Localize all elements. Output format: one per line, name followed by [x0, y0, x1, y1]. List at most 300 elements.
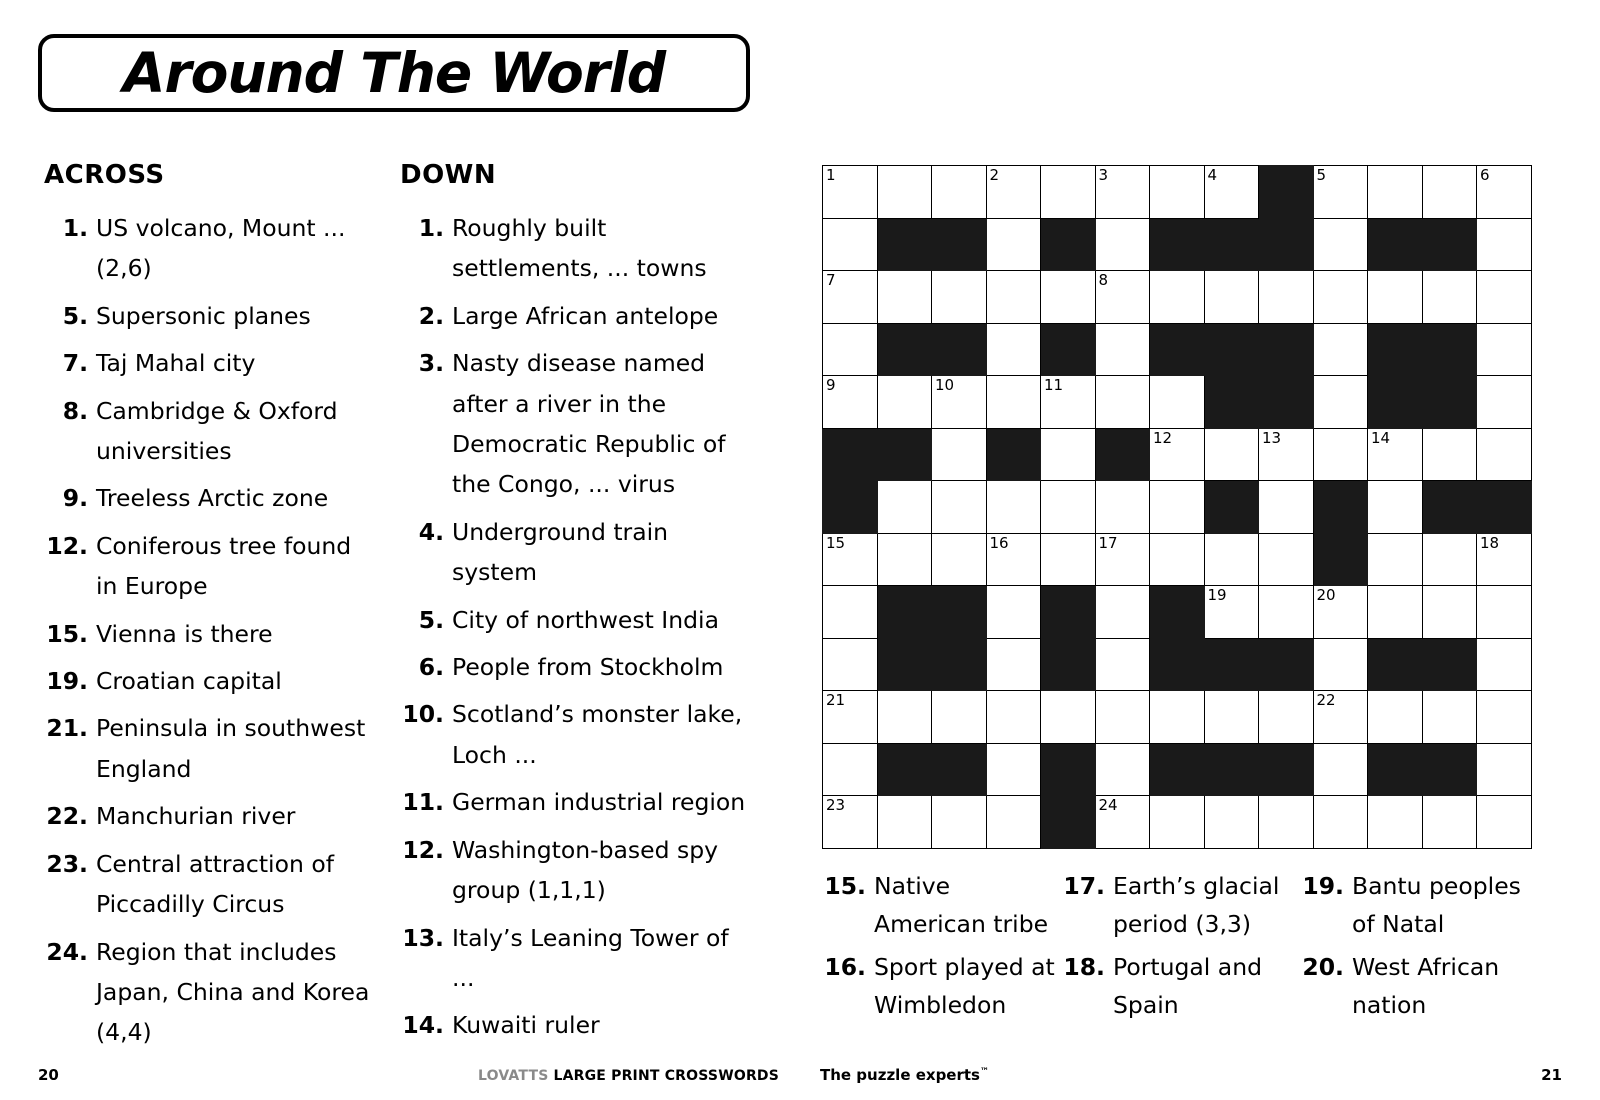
grid-cell[interactable]: [1041, 376, 1096, 429]
across-clues-column: [44, 160, 374, 1060]
grid-cell[interactable]: [1477, 638, 1532, 691]
down-continued-column: [1061, 868, 1300, 1030]
clue-text: Italy’s Leaning Tower of ...: [452, 923, 729, 992]
grid-block-cell: [1259, 166, 1314, 219]
grid-block-cell: [1259, 743, 1314, 796]
grid-cell[interactable]: [1204, 533, 1259, 586]
clue-number: 5.: [418, 605, 444, 634]
grid-block-cell: [1150, 743, 1205, 796]
grid-cell[interactable]: [1477, 166, 1532, 219]
clue-text: Earth’s glacial period (3,3): [1113, 872, 1280, 938]
down-heading: DOWN: [400, 160, 497, 190]
grid-cell[interactable]: [1150, 796, 1205, 849]
grid-cell[interactable]: [1422, 166, 1477, 219]
page-number-left: 20: [38, 1066, 59, 1084]
grid-cell[interactable]: [1477, 796, 1532, 849]
grid-cell[interactable]: [1368, 166, 1423, 219]
grid-block-cell: [1259, 638, 1314, 691]
clue-text: Central attraction of Piccadilly Circus: [96, 849, 334, 919]
clue-item: [822, 949, 1061, 1024]
clue-number: 23.: [46, 849, 88, 878]
clue-item: [44, 614, 374, 654]
clue-item: [44, 796, 374, 836]
grid-cell[interactable]: [1368, 691, 1423, 744]
clue-number: 4.: [418, 517, 444, 546]
grid-block-cell: [1422, 481, 1477, 534]
grid-cell[interactable]: [1313, 691, 1368, 744]
grid-cell[interactable]: [1313, 796, 1368, 849]
grid-cell-number: 22: [1316, 691, 1336, 709]
clue-item: [400, 694, 750, 775]
grid-block-cell: [932, 323, 987, 376]
grid-cell[interactable]: [1095, 743, 1150, 796]
grid-cell-number: 13: [1262, 428, 1282, 447]
clue-number: 16.: [824, 953, 866, 982]
grid-block-cell: [932, 743, 987, 796]
clue-text: People from Stockholm: [452, 653, 724, 682]
grid-cell[interactable]: [1204, 796, 1259, 849]
clue-number: 21.: [46, 714, 88, 743]
grid-cell[interactable]: [823, 586, 878, 639]
grid-cell[interactable]: [823, 323, 878, 376]
clue-text: Native American tribe: [874, 872, 1049, 938]
grid-block-cell: [1259, 323, 1314, 376]
grid-block-cell: [1368, 218, 1423, 271]
clue-text: Vienna is there: [96, 619, 273, 648]
down-clues-column: [400, 160, 750, 1053]
clue-number: 14.: [402, 1011, 444, 1040]
grid-cell-number: 24: [1098, 796, 1118, 814]
grid-cell[interactable]: [1422, 691, 1477, 744]
grid-cell[interactable]: [1313, 428, 1368, 481]
clue-text: City of northwest India: [452, 605, 719, 634]
grid-cell[interactable]: [823, 796, 878, 849]
grid-cell[interactable]: [1041, 533, 1096, 586]
grid-row: [823, 586, 1532, 639]
grid-cell-number: 14: [1371, 428, 1391, 447]
grid-block-cell: [932, 586, 987, 639]
grid-block-cell: [1041, 323, 1096, 376]
clue-item: [44, 478, 374, 518]
grid-cell[interactable]: [1313, 586, 1368, 639]
clue-text: West African nation: [1352, 953, 1500, 1019]
down-continued-list: [1061, 868, 1300, 1024]
clue-item: [400, 296, 750, 336]
grid-cell[interactable]: [823, 376, 878, 429]
clue-text: Coniferous tree found in Europe: [96, 531, 352, 601]
grid-cell[interactable]: [1041, 691, 1096, 744]
crossword-grid-table[interactable]: [822, 165, 1532, 849]
clue-item: [1300, 868, 1539, 943]
grid-cell[interactable]: [986, 323, 1041, 376]
down-continued-list: [822, 868, 1061, 1024]
grid-cell[interactable]: [877, 481, 932, 534]
clue-text: Peninsula in southwest England: [96, 714, 366, 783]
grid-cell[interactable]: [1368, 796, 1423, 849]
grid-cell[interactable]: [932, 533, 987, 586]
grid-cell[interactable]: [1477, 218, 1532, 271]
grid-cell[interactable]: [1095, 166, 1150, 219]
grid-cell[interactable]: [1095, 218, 1150, 271]
grid-cell[interactable]: [1477, 271, 1532, 324]
grid-block-cell: [1150, 323, 1205, 376]
grid-cell[interactable]: [877, 166, 932, 219]
grid-cell[interactable]: [986, 586, 1041, 639]
clue-item: [400, 647, 750, 687]
grid-block-cell: [877, 638, 932, 691]
clue-item: [44, 932, 374, 1053]
clue-text: Cambridge & Oxford universities: [96, 396, 338, 466]
clue-number: 12.: [46, 531, 88, 560]
grid-cell-number: 2: [989, 166, 1000, 184]
brand-series: LARGE PRINT CROSSWORDS: [553, 1068, 780, 1084]
clue-number: 12.: [402, 835, 444, 864]
grid-cell[interactable]: [823, 743, 878, 796]
grid-cell[interactable]: [1095, 638, 1150, 691]
clue-number: 11.: [402, 788, 444, 817]
grid-cell[interactable]: [877, 533, 932, 586]
clue-item: [44, 391, 374, 472]
grid-cell[interactable]: [823, 691, 878, 744]
grid-cell-number: 9: [826, 376, 836, 394]
down-clues-continued: [822, 868, 1540, 1030]
clue-item: [400, 208, 750, 289]
grid-row: [823, 796, 1532, 849]
grid-cell[interactable]: [932, 376, 987, 429]
grid-cell[interactable]: [1368, 428, 1423, 481]
grid-cell-number: 20: [1316, 586, 1336, 604]
grid-cell[interactable]: [877, 796, 932, 849]
clue-number: 9.: [62, 484, 88, 513]
clue-text: Large African antelope: [452, 301, 719, 330]
clue-number: 1.: [62, 214, 88, 242]
grid-cell[interactable]: [1259, 428, 1314, 481]
down-continued-list: [1300, 868, 1539, 1024]
clue-item: [44, 208, 374, 289]
clue-item: [400, 343, 750, 505]
grid-cell[interactable]: [1477, 533, 1532, 586]
clue-number: 1.: [418, 214, 444, 242]
grid-block-cell: [823, 481, 878, 534]
grid-row: [823, 691, 1532, 744]
grid-block-cell: [1041, 218, 1096, 271]
crossword-grid[interactable]: [822, 165, 1532, 849]
grid-block-cell: [1204, 743, 1259, 796]
grid-cell-number: 17: [1098, 533, 1118, 552]
grid-cell-number: 19: [1207, 586, 1227, 604]
grid-row: [823, 271, 1532, 324]
grid-cell[interactable]: [1313, 743, 1368, 796]
grid-cell[interactable]: [986, 376, 1041, 429]
grid-cell[interactable]: [1095, 586, 1150, 639]
grid-block-cell: [1150, 218, 1205, 271]
grid-block-cell: [932, 638, 987, 691]
grid-cell-number: 11: [1044, 376, 1064, 394]
grid-cell[interactable]: [1422, 586, 1477, 639]
clue-number: 15.: [824, 872, 866, 900]
clue-item: [1300, 949, 1539, 1024]
page-footer: [0, 1064, 1600, 1084]
grid-cell[interactable]: [1477, 743, 1532, 796]
grid-cell[interactable]: [1313, 166, 1368, 219]
grid-block-cell: [877, 428, 932, 481]
grid-block-cell: [1041, 586, 1096, 639]
grid-cell[interactable]: [986, 533, 1041, 586]
clue-number: 22.: [46, 802, 88, 831]
grid-cell[interactable]: [986, 638, 1041, 691]
grid-cell[interactable]: [1150, 481, 1205, 534]
grid-cell[interactable]: [1041, 481, 1096, 534]
clue-number: 18.: [1063, 953, 1105, 982]
clue-item: [44, 844, 374, 925]
grid-cell[interactable]: [1477, 691, 1532, 744]
grid-row: [823, 166, 1532, 219]
grid-cell-number: 8: [1098, 271, 1109, 289]
grid-cell[interactable]: [1259, 481, 1314, 534]
grid-block-cell: [1422, 638, 1477, 691]
grid-cell[interactable]: [1422, 271, 1477, 324]
grid-cell[interactable]: [986, 271, 1041, 324]
grid-cell[interactable]: [1204, 428, 1259, 481]
brand-name: LOVATTS: [478, 1068, 549, 1084]
grid-block-cell: [1477, 481, 1532, 534]
grid-block-cell: [1204, 218, 1259, 271]
grid-cell[interactable]: [877, 376, 932, 429]
grid-cell[interactable]: [1477, 376, 1532, 429]
clue-number: 2.: [418, 301, 444, 330]
grid-cell[interactable]: [1204, 586, 1259, 639]
grid-cell[interactable]: [1368, 586, 1423, 639]
grid-block-cell: [877, 323, 932, 376]
grid-cell[interactable]: [1313, 218, 1368, 271]
grid-cell[interactable]: [1422, 428, 1477, 481]
grid-block-cell: [1368, 743, 1423, 796]
grid-cell-number: 5: [1316, 166, 1327, 184]
grid-cell[interactable]: [823, 271, 878, 324]
grid-block-cell: [1259, 376, 1314, 429]
grid-cell-number: 7: [826, 271, 836, 289]
grid-cell[interactable]: [1150, 271, 1205, 324]
grid-cell-number: 3: [1098, 166, 1109, 184]
grid-cell[interactable]: [823, 218, 878, 271]
grid-cell[interactable]: [1095, 796, 1150, 849]
down-continued-column: [1300, 868, 1539, 1030]
clue-text: Kuwaiti ruler: [452, 1011, 600, 1040]
grid-cell[interactable]: [1150, 691, 1205, 744]
grid-row: [823, 481, 1532, 534]
grid-block-cell: [1368, 376, 1423, 429]
grid-cell[interactable]: [823, 533, 878, 586]
clue-number: 20.: [1302, 953, 1344, 982]
grid-cell[interactable]: [1150, 376, 1205, 429]
clue-number: 19.: [1302, 872, 1344, 900]
grid-cell[interactable]: [1041, 428, 1096, 481]
grid-cell[interactable]: [986, 743, 1041, 796]
grid-cell[interactable]: [1477, 586, 1532, 639]
grid-block-cell: [1204, 481, 1259, 534]
grid-cell[interactable]: [1095, 481, 1150, 534]
grid-cell[interactable]: [932, 796, 987, 849]
grid-cell[interactable]: [932, 691, 987, 744]
grid-cell-number: 15: [826, 533, 846, 552]
grid-cell-number: 16: [989, 533, 1009, 552]
clue-item: [44, 708, 374, 789]
grid-cell[interactable]: [1095, 323, 1150, 376]
grid-block-cell: [877, 586, 932, 639]
grid-cell[interactable]: [1095, 271, 1150, 324]
clue-text: Sport played at Wimbledon: [874, 953, 1055, 1019]
grid-block-cell: [1095, 428, 1150, 481]
clue-item: [1061, 949, 1300, 1024]
grid-block-cell: [1204, 323, 1259, 376]
grid-block-cell: [1422, 323, 1477, 376]
grid-cell[interactable]: [932, 271, 987, 324]
clue-item: [822, 868, 1061, 943]
grid-block-cell: [1041, 796, 1096, 849]
clue-number: 17.: [1063, 872, 1105, 900]
grid-cell[interactable]: [1041, 166, 1096, 219]
grid-cell[interactable]: [1477, 428, 1532, 481]
clue-item: [400, 782, 750, 822]
clue-number: 6.: [418, 653, 444, 682]
grid-block-cell: [1422, 743, 1477, 796]
grid-block-cell: [932, 218, 987, 271]
grid-cell[interactable]: [1095, 691, 1150, 744]
grid-cell-number: 6: [1480, 166, 1490, 184]
clue-item: [1061, 868, 1300, 943]
grid-cell[interactable]: [1259, 271, 1314, 324]
grid-cell[interactable]: [1313, 271, 1368, 324]
clue-item: [400, 512, 750, 593]
clue-number: 13.: [402, 923, 444, 952]
grid-cell[interactable]: [1368, 481, 1423, 534]
grid-cell-number: 18: [1480, 533, 1500, 552]
grid-block-cell: [1204, 638, 1259, 691]
down-continued-column: [822, 868, 1061, 1030]
across-clue-list: [44, 208, 374, 1053]
clue-number: 19.: [46, 667, 88, 696]
grid-cell[interactable]: [1095, 376, 1150, 429]
grid-cell[interactable]: [1259, 586, 1314, 639]
clue-item: [400, 1005, 750, 1045]
grid-cell[interactable]: [1150, 166, 1205, 219]
grid-cell[interactable]: [1150, 533, 1205, 586]
grid-block-cell: [1204, 376, 1259, 429]
grid-cell[interactable]: [1095, 533, 1150, 586]
grid-cell[interactable]: [1204, 166, 1259, 219]
grid-block-cell: [877, 218, 932, 271]
clue-number: 8.: [62, 396, 88, 425]
grid-cell[interactable]: [1204, 691, 1259, 744]
grid-block-cell: [1422, 218, 1477, 271]
clue-item: [400, 918, 750, 999]
grid-block-cell: [1422, 376, 1477, 429]
grid-cell[interactable]: [1259, 691, 1314, 744]
grid-cell[interactable]: [986, 691, 1041, 744]
grid-cell-number: 21: [826, 691, 846, 709]
grid-row: [823, 218, 1532, 271]
grid-cell[interactable]: [932, 481, 987, 534]
grid-block-cell: [1368, 323, 1423, 376]
grid-cell[interactable]: [986, 796, 1041, 849]
grid-cell[interactable]: [877, 271, 932, 324]
clue-text: Washington-based spy group (1,1,1): [452, 835, 719, 905]
down-clue-list: [400, 208, 750, 1046]
clue-text: Region that includes Japan, China and Korea (4,4): [96, 937, 370, 1047]
grid-cell[interactable]: [986, 481, 1041, 534]
brand-label: [478, 1066, 779, 1084]
clue-number: 15.: [46, 619, 88, 648]
puzzle-title-box: [38, 34, 750, 112]
clue-text: US volcano, Mount ... (2,6): [96, 214, 346, 283]
clue-text: Supersonic planes: [96, 301, 311, 330]
grid-cell[interactable]: [1477, 323, 1532, 376]
clue-text: Bantu peoples of Natal: [1352, 872, 1521, 938]
grid-cell[interactable]: [1313, 376, 1368, 429]
grid-cell[interactable]: [1368, 271, 1423, 324]
grid-block-cell: [1150, 638, 1205, 691]
clue-text: Scotland’s monster lake, Loch ...: [452, 700, 743, 769]
grid-cell[interactable]: [877, 691, 932, 744]
grid-row: [823, 323, 1532, 376]
clue-text: Taj Mahal city: [96, 349, 256, 378]
clue-text: Nasty disease named after a river in the Democratic Republic of the Congo, ... virus: [452, 349, 726, 499]
grid-block-cell: [1313, 533, 1368, 586]
clue-number: 10.: [402, 700, 444, 729]
grid-cell[interactable]: [932, 166, 987, 219]
grid-cell[interactable]: [1422, 796, 1477, 849]
grid-block-cell: [1041, 743, 1096, 796]
grid-cell[interactable]: [1422, 533, 1477, 586]
grid-cell[interactable]: [986, 166, 1041, 219]
grid-block-cell: [877, 743, 932, 796]
clue-text: Underground train system: [452, 517, 669, 587]
clue-number: 24.: [46, 937, 88, 966]
grid-row: [823, 533, 1532, 586]
grid-cell[interactable]: [1204, 271, 1259, 324]
grid-cell[interactable]: [932, 428, 987, 481]
clue-text: German industrial region: [452, 788, 746, 817]
grid-cell[interactable]: [1313, 638, 1368, 691]
grid-cell[interactable]: [823, 166, 878, 219]
grid-cell[interactable]: [1259, 533, 1314, 586]
grid-cell[interactable]: [986, 218, 1041, 271]
clue-item: [44, 296, 374, 336]
clue-number: 7.: [62, 349, 88, 378]
grid-cell[interactable]: [1259, 796, 1314, 849]
grid-cell[interactable]: [823, 638, 878, 691]
grid-row: [823, 743, 1532, 796]
grid-block-cell: [986, 428, 1041, 481]
grid-cell[interactable]: [1150, 428, 1205, 481]
grid-cell-number: 10: [935, 376, 955, 394]
clue-item: [400, 600, 750, 640]
clue-text: Treeless Arctic zone: [96, 484, 329, 513]
clue-number: 5.: [62, 301, 88, 330]
page-title: Around The World: [122, 40, 666, 105]
tagline: [820, 1066, 989, 1084]
grid-cell[interactable]: [1041, 271, 1096, 324]
grid-block-cell: [823, 428, 878, 481]
grid-cell-number: 12: [1153, 428, 1173, 447]
across-heading: ACROSS: [44, 160, 165, 190]
grid-block-cell: [1259, 218, 1314, 271]
tagline-text: The puzzle experts: [820, 1066, 980, 1084]
grid-row: [823, 376, 1532, 429]
grid-cell[interactable]: [1313, 323, 1368, 376]
grid-block-cell: [1313, 481, 1368, 534]
grid-cell[interactable]: [1368, 533, 1423, 586]
